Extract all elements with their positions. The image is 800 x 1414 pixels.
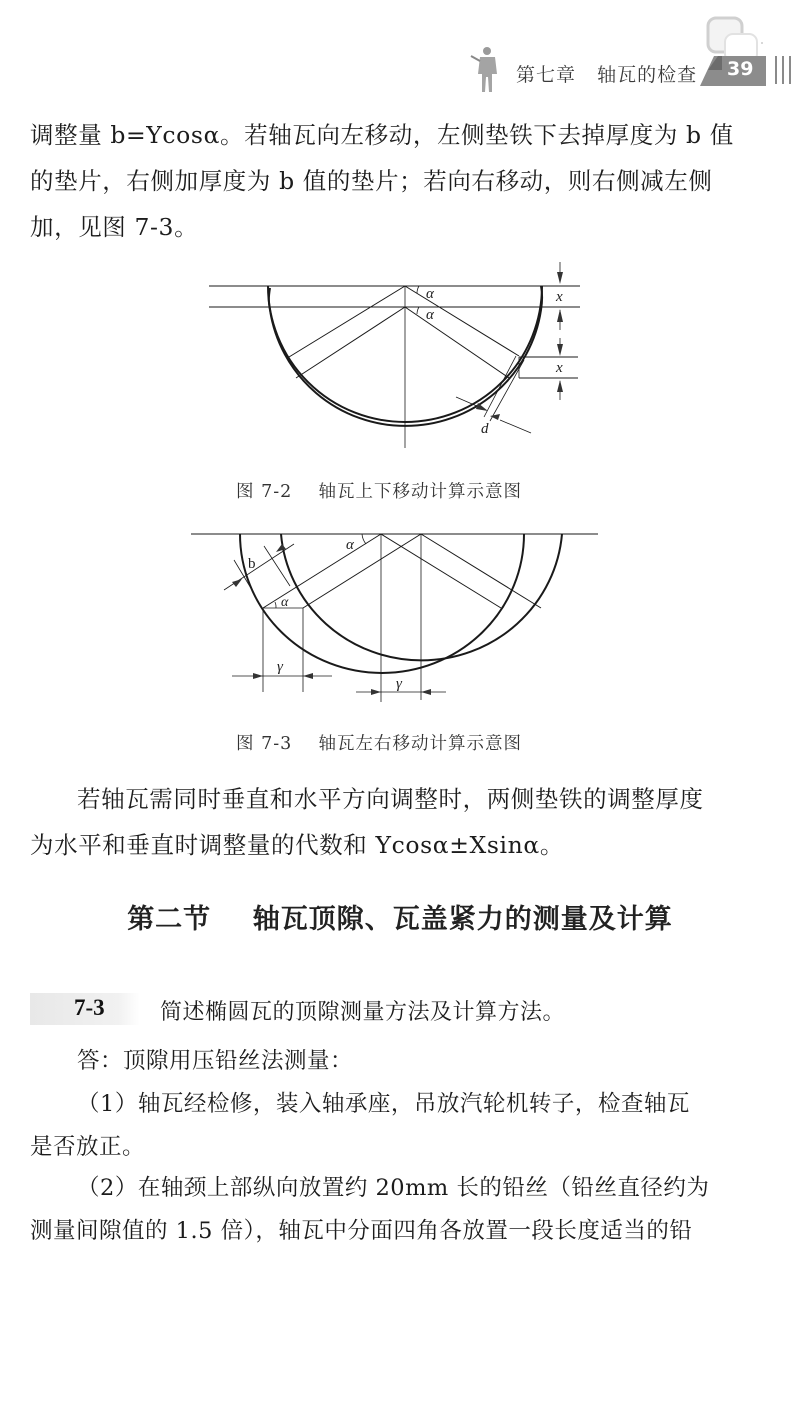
figure-7-3-diagram bbox=[180, 520, 610, 710]
fig73-angle-left: α bbox=[281, 595, 289, 610]
question-text: 简述椭圆瓦的顶隙测量方法及计算方法。 bbox=[160, 1000, 566, 1025]
intro-line-3: 加，见图 7-3。 bbox=[30, 213, 199, 241]
fig72-dim-x-top: x bbox=[556, 289, 563, 305]
fig73-angle-top: α bbox=[346, 537, 354, 553]
combined-line-2: 为水平和垂直时调整量的代数和 Ycosα±Xsinα。 bbox=[30, 831, 564, 859]
fig73-dim-gamma-left: γ bbox=[277, 659, 283, 675]
reader-figure-icon bbox=[470, 44, 504, 94]
answer-line-1: 答：顶隙用压铅丝法测量： bbox=[77, 1048, 354, 1074]
fig73-dim-gamma-bottom: γ bbox=[396, 676, 402, 692]
figure-7-3-caption: 图 7-3 轴瓦左右移动计算示意图 bbox=[236, 734, 522, 754]
chapter-label: 第七章 bbox=[516, 64, 577, 86]
intro-line-2: 的垫片，右侧加厚度为 b 值的垫片；若向右移动，则右侧减左侧 bbox=[30, 167, 713, 195]
intro-paragraph bbox=[30, 112, 770, 250]
page-header bbox=[0, 0, 800, 100]
fig72-angle-top: α bbox=[426, 286, 434, 302]
combined-line-1: 若轴瓦需同时垂直和水平方向调整时，两侧垫铁的调整厚度 bbox=[77, 785, 704, 813]
fig73-dim-b: b bbox=[248, 556, 256, 572]
answer-line-5: 测量间隙值的 1.5 倍），轴瓦中分面四角各放置一段长度适当的铅 bbox=[30, 1218, 693, 1244]
answer-line-2: （1）轴瓦经检修，装入轴承座，吊放汽轮机转子，检查轴瓦 bbox=[77, 1091, 690, 1117]
page-number: 39 bbox=[727, 58, 754, 80]
fig72-dim-x-bottom: x bbox=[556, 360, 563, 376]
fig72-angle-bottom: α bbox=[426, 307, 434, 323]
chapter-heading bbox=[516, 60, 697, 87]
combined-paragraph bbox=[30, 776, 770, 868]
section-title: 第二节 轴瓦顶隙、瓦盖紧力的测量及计算 bbox=[127, 904, 673, 935]
question-number: 7-3 bbox=[74, 995, 105, 1020]
answer-line-4: （2）在轴颈上部纵向放置约 20mm 长的铅丝（铅丝直径约为 bbox=[77, 1175, 710, 1201]
figure-7-2-diagram bbox=[200, 255, 600, 455]
intro-line-1: 调整量 b=Ycosα。若轴瓦向左移动，左侧垫铁下去掉厚度为 b 值 bbox=[30, 121, 734, 149]
fig72-dim-d: d bbox=[481, 421, 489, 437]
chapter-title: 轴瓦的检查 bbox=[597, 64, 698, 86]
answer-line-3: 是否放正。 bbox=[30, 1134, 146, 1160]
bookmark-bars-icon bbox=[775, 56, 796, 88]
figure-7-2-caption: 图 7-2 轴瓦上下移动计算示意图 bbox=[236, 482, 522, 502]
